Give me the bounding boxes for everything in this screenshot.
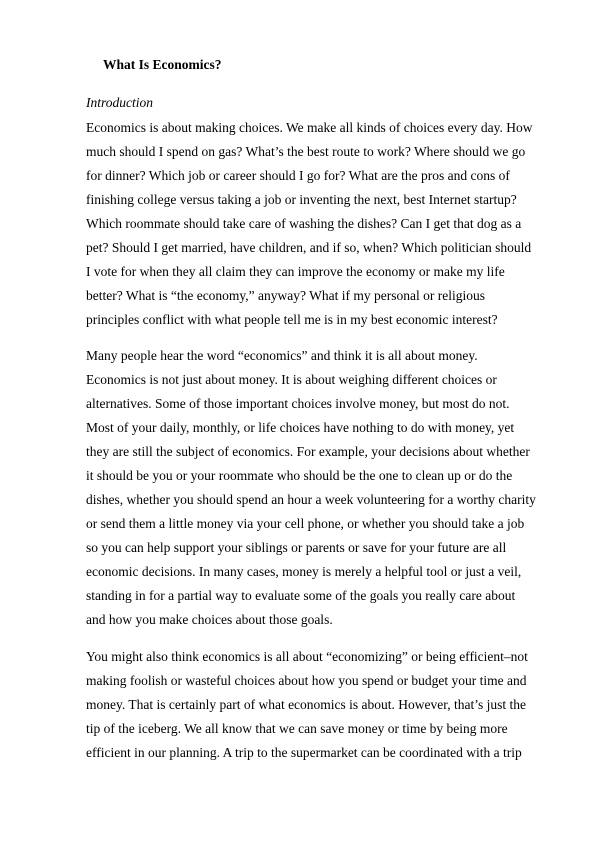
page-title: What Is Economics? [103,57,222,72]
text-line: making foolish or wasteful choices about how you spend or budget your time and [86,673,527,688]
text-line: Economics is about making choices. We make all kinds of choices every day. How [86,120,533,135]
text-line: Many people hear the word “economics” and think it is all about money. [86,348,478,363]
text-line: and how you make choices about those goals. [86,612,333,627]
text-line: they are still the subject of economics. For example, your decisions about whether [86,444,530,459]
section-subheading: Introduction [86,95,153,110]
text-line: for dinner? Which job or career should I go for? What are the pros and cons of [86,168,510,183]
text-line: it should be you or your roommate who should be the one to clean up or do the [86,468,513,483]
text-line: You might also think economics is all about “economizing” or being efficient–not [86,649,528,664]
text-line: much should I spend on gas? What’s the best route to work? Where should we go [86,144,526,159]
text-line: standing in for a partial way to evaluate some of the goals you really care about [86,588,516,603]
text-line: pet? Should I get married, have children, and if so, when? Which politician should [86,240,532,255]
text-line: I vote for when they all claim they can improve the economy or make my life [86,264,505,279]
text-line: Which roommate should take care of washing the dishes? Can I get that dog as a [86,216,522,231]
text-line: finishing college versus taking a job or inventing the next, best Internet startup? [86,192,517,207]
text-line: principles conflict with what people tell me is in my best economic interest? [86,312,498,327]
text-line: or send them a little money via your cell phone, or whether you should take a job [86,516,525,531]
text-line: alternatives. Some of those important choices involve money, but most do not. [86,396,510,411]
text-line: so you can help support your siblings or parents or save for your future are all [86,540,507,555]
text-line: dishes, whether you should spend an hour a week volunteering for a worthy charity [86,492,536,507]
text-line: tip of the iceberg. We all know that we can save money or time by being more [86,721,508,736]
text-line: efficient in our planning. A trip to the supermarket can be coordinated with a trip [86,745,522,760]
text-line: better? What is “the economy,” anyway? What if my personal or religious [86,288,485,303]
text-line: money. That is certainly part of what economics is about. However, that’s just the [86,697,526,712]
text-line: Most of your daily, monthly, or life choices have nothing to do with money, yet [86,420,515,435]
text-line: economic decisions. In many cases, money is merely a helpful tool or just a veil, [86,564,522,579]
text-line: Economics is not just about money. It is about weighing different choices or [86,372,497,387]
